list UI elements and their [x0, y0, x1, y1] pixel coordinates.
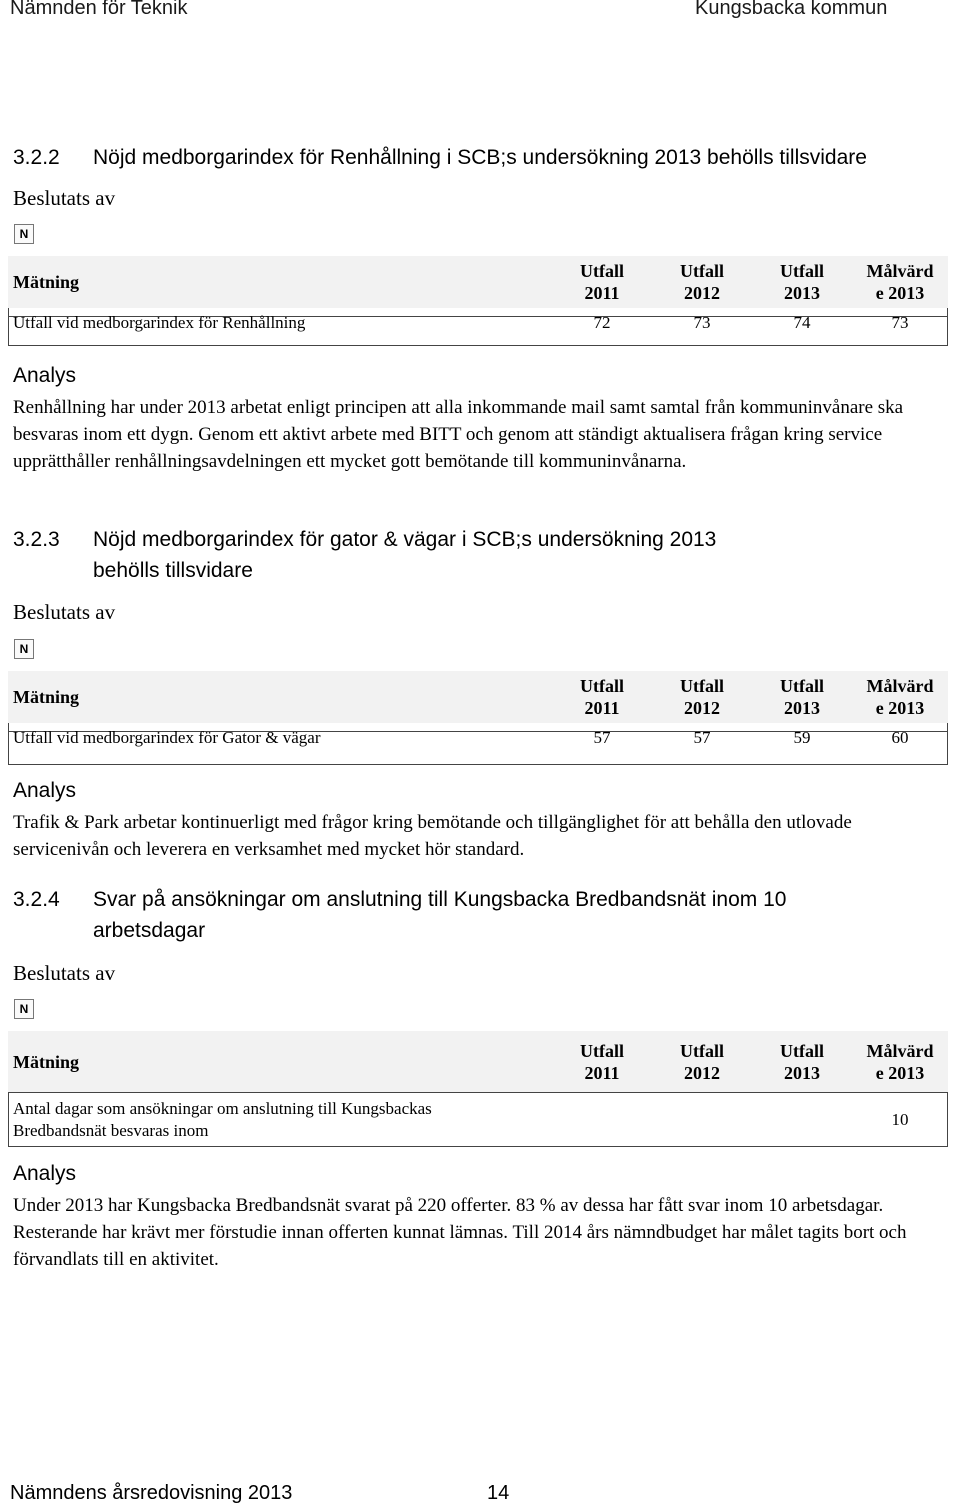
table-row [8, 308, 948, 338]
header-left: Nämnden för Teknik [10, 0, 188, 19]
col-header-2012: Utfall 2012 [652, 1031, 752, 1092]
table-row [8, 723, 948, 753]
page-number: 14 [487, 1482, 510, 1504]
col-header-measure: Mätning [8, 1031, 552, 1092]
col-header-2013: Utfall 2013 [752, 256, 852, 308]
decided-by-label: Beslutats av [13, 186, 116, 210]
value-2012: 73 [693, 313, 711, 332]
table-header-row [8, 256, 948, 308]
decided-by-label: Beslutats av [13, 600, 116, 624]
value-target: 60 [891, 728, 909, 747]
analysis-text: Under 2013 har Kungsbacka Bredbandsnät svarat på 220 offerter. 83 % av dessa har fått svar inom 10 arbetsdagar. Resterande har krävt mer förstudie innan offerten kunnat lämnas. Till 2014 års nämndbudget har målet tagits bort och förvandlats till en aktivitet. [13, 1195, 907, 1270]
analysis-text: Renhållning har under 2013 arbetat enligt principen att alla inkommande mail samt samtal från kommuninvånare ska besvaras inom ett dygn. Genom ett aktivt arbete med BITT och genom att ständigt aktualisera frågan kring service upprätthåller renhållningsavdelningen ett mycket gott bemötande till kommuninvånarna. [13, 397, 904, 472]
col-header-target: Målvärd e 2013 [852, 671, 948, 723]
table-row [8, 1092, 948, 1147]
row-label: Antal dagar som ansökningar om anslutning till Kungsbackas Bredbandsnät besvaras inom [13, 1098, 432, 1140]
value-target: 10 [891, 1109, 909, 1129]
section-heading: Nöjd medborgarindex för gator & vägar i SCB;s undersökning 2013 behölls tillsvidare [93, 528, 717, 582]
section-title [13, 142, 953, 173]
value-2013: 59 [793, 728, 811, 747]
measurement-table [8, 1031, 948, 1147]
section-number: 3.2.2 [13, 146, 60, 169]
section-number: 3.2.4 [13, 888, 60, 911]
col-header-2011: Utfall 2011 [552, 671, 652, 723]
col-header-2013: Utfall 2013 [752, 671, 852, 723]
n-icon: N [14, 999, 34, 1019]
col-header-measure: Mätning [8, 671, 552, 723]
value-2011: 57 [593, 728, 611, 747]
col-header-2012: Utfall 2012 [652, 671, 752, 723]
col-header-2012: Utfall 2012 [652, 256, 752, 308]
n-icon: N [14, 639, 34, 659]
value-2012 [652, 1092, 752, 1147]
row-label: Utfall vid medborgarindex för Renhållning [13, 313, 306, 332]
col-header-2011: Utfall 2011 [552, 1031, 652, 1092]
section-title [13, 524, 953, 586]
decided-by-label: Beslutats av [13, 961, 116, 985]
analysis-text: Trafik & Park arbetar kontinuerligt med frågor kring bemötande och tillgänglighet för att behålla den utlovade servicenivån och leverera en verksamhet med mycket hör standard. [13, 812, 852, 860]
value-2011 [552, 1092, 652, 1147]
value-2013: 74 [793, 313, 811, 332]
table-header-row [8, 1031, 948, 1092]
section-title [13, 884, 953, 946]
row-label: Utfall vid medborgarindex för Gator & vägar [13, 728, 321, 747]
value-2012: 57 [693, 728, 711, 747]
col-header-target: Målvärd e 2013 [852, 1031, 948, 1092]
col-header-2011: Utfall 2011 [552, 256, 652, 308]
table-header-row [8, 671, 948, 723]
header-right: Kungsbacka kommun [695, 0, 888, 19]
section-number: 3.2.3 [13, 528, 60, 551]
col-header-target: Målvärd e 2013 [852, 256, 948, 308]
measurement-table [8, 671, 948, 753]
value-2013 [752, 1092, 852, 1147]
value-2011: 72 [593, 313, 611, 332]
analysis-heading: Analys [13, 364, 77, 387]
section-heading: Svar på ansökningar om anslutning till Kungsbacka Bredbandsnät inom 10 arbetsdagar [93, 888, 787, 942]
measurement-table [8, 256, 948, 338]
col-header-measure: Mätning [8, 256, 552, 308]
n-icon: N [14, 224, 34, 244]
section-heading: Nöjd medborgarindex för Renhållning i SCB;s undersökning 2013 behölls tillsvidare [93, 146, 867, 169]
value-target: 73 [891, 313, 909, 332]
analysis-heading: Analys [13, 779, 77, 802]
col-header-2013: Utfall 2013 [752, 1031, 852, 1092]
analysis-heading: Analys [13, 1162, 77, 1185]
footer-title: Nämndens årsredovisning 2013 [10, 1482, 293, 1504]
